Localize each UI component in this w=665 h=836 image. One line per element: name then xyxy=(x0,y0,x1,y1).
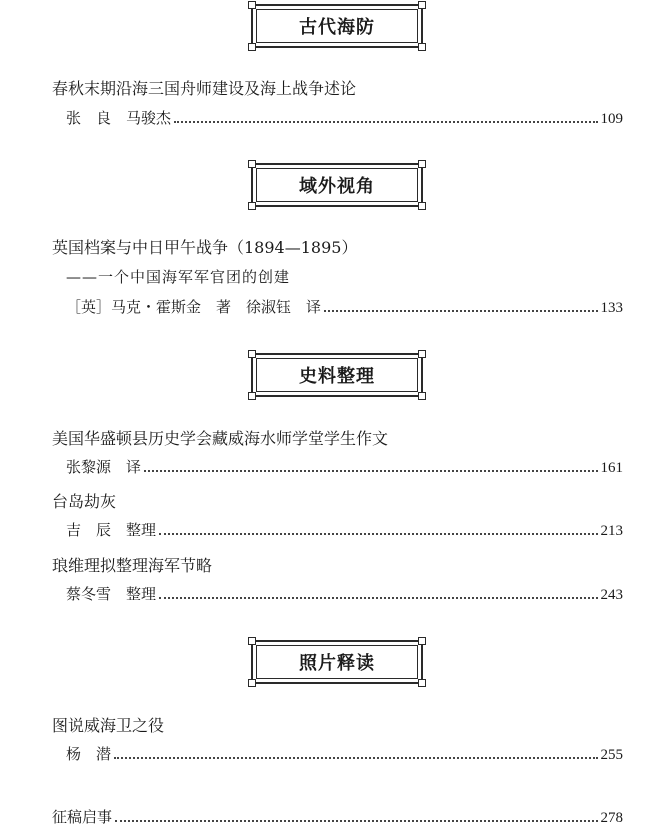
section-title: 古代海防 xyxy=(299,17,375,38)
toc-entry-call-for-papers[interactable] xyxy=(52,807,623,827)
page-number: 213 xyxy=(600,523,623,539)
page-number: 161 xyxy=(600,460,623,476)
section-header-foreign-perspective xyxy=(251,163,423,207)
dot-leader xyxy=(114,757,597,759)
page-number: 255 xyxy=(600,747,623,763)
toc-entry-line[interactable] xyxy=(66,297,623,317)
toc-entry-line[interactable] xyxy=(66,744,623,764)
section-title: 史料整理 xyxy=(299,366,375,387)
section-title: 照片释读 xyxy=(299,653,375,674)
entry-author: 张黎源 译 xyxy=(66,458,142,476)
section-header-historical-materials xyxy=(251,353,423,397)
dot-leader xyxy=(144,470,597,472)
dot-leader xyxy=(324,310,597,312)
entry-author: ［英］马克・霍斯金 著 徐淑钰 译 xyxy=(66,298,322,316)
entry-title: 征稿启事 xyxy=(52,808,113,826)
entry-title[interactable]: 美国华盛顿县历史学会藏威海水师学堂学生作文 xyxy=(52,429,389,448)
entry-author: 杨 潜 xyxy=(66,745,112,763)
page-number: 243 xyxy=(600,587,623,603)
entry-title[interactable]: 春秋末期沿海三国舟师建设及海上战争述论 xyxy=(52,79,357,98)
entry-subtitle: ——一个中国海军军官团的创建 xyxy=(66,268,291,286)
dot-leader xyxy=(159,597,597,599)
page-number: 278 xyxy=(600,810,623,826)
entry-title[interactable]: 英国档案与中日甲午战争（1894—1895） xyxy=(52,238,358,257)
section-title: 域外视角 xyxy=(299,176,375,197)
entry-title[interactable]: 台岛劫灰 xyxy=(52,492,117,511)
toc-entry-line[interactable] xyxy=(66,520,623,540)
entry-title[interactable]: 琅维理拟整理海军节略 xyxy=(52,556,213,575)
entry-author: 张 良 马骏杰 xyxy=(66,109,172,127)
dot-leader xyxy=(115,820,597,822)
toc-entry-line[interactable] xyxy=(66,584,623,604)
entry-author: 吉 辰 整理 xyxy=(66,521,157,539)
entry-title[interactable]: 图说威海卫之役 xyxy=(52,716,165,735)
section-header-ancient-coastal-defense xyxy=(251,4,423,48)
dot-leader xyxy=(159,533,597,535)
page-number: 133 xyxy=(600,300,623,316)
section-header-photo-interpretation xyxy=(251,640,423,684)
page-number: 109 xyxy=(600,111,623,127)
toc-entry-line[interactable] xyxy=(66,108,623,128)
dot-leader xyxy=(174,121,597,123)
toc-entry-line[interactable] xyxy=(66,457,623,477)
entry-author: 蔡冬雪 整理 xyxy=(66,585,157,603)
